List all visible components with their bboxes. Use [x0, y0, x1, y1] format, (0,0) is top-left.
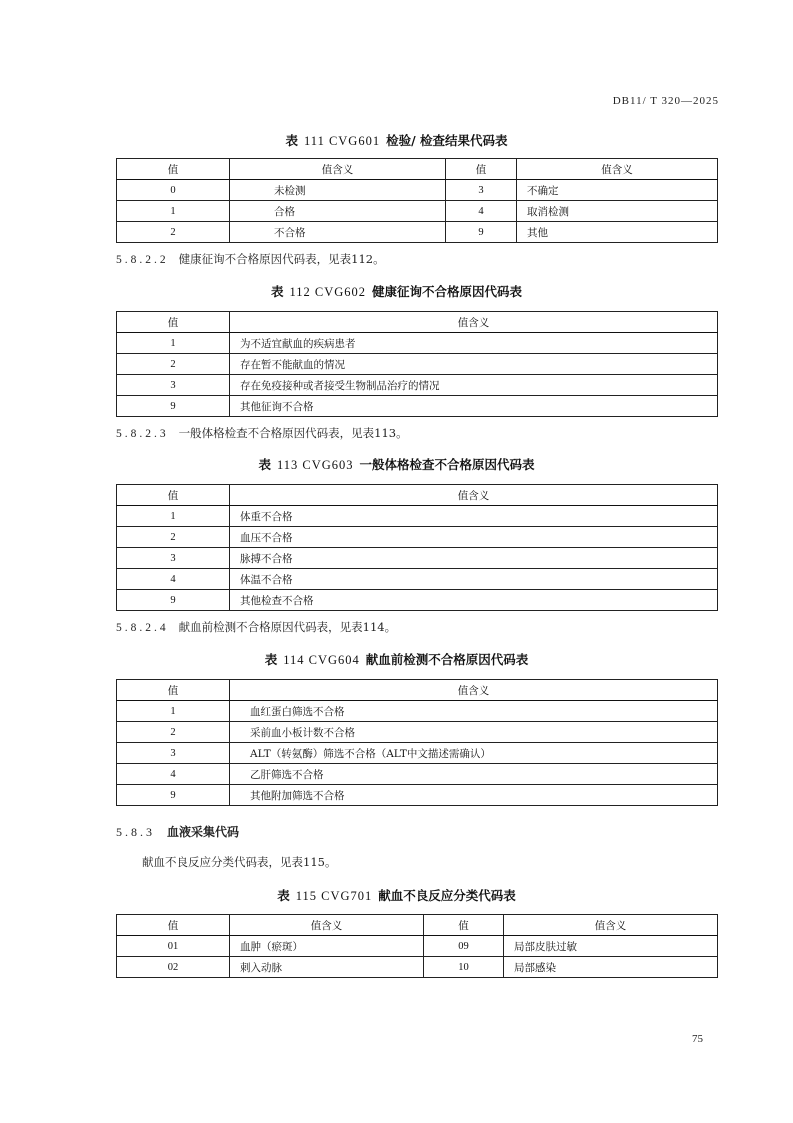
caption-code: 112 CVG602 [289, 285, 367, 299]
table-row [117, 936, 718, 957]
table-row [117, 764, 718, 785]
header-cell: 值含义 [230, 312, 718, 333]
caption-label: 表 [258, 457, 271, 472]
caption-code: 115 CVG701 [295, 889, 373, 903]
caption-title: 献血前检测不合格原因代码表 [365, 652, 529, 667]
meaning-cell: 血红蛋白筛选不合格 [230, 701, 718, 722]
meaning-cell: 局部感染 [504, 957, 718, 978]
clause-text: 一般体格检查不合格原因代码表，见表113。 [178, 426, 408, 440]
table-row [117, 396, 718, 417]
caption-title: 健康征询不合格原因代码表 [372, 284, 523, 299]
header-cell: 值含义 [230, 159, 446, 180]
value-cell: 2 [117, 354, 230, 375]
table-header-row [117, 680, 718, 701]
table-row [117, 701, 718, 722]
meaning-cell: 脉搏不合格 [230, 548, 718, 569]
table-row [117, 180, 718, 201]
meaning-cell: 血压不合格 [230, 527, 718, 548]
caption-code: 113 CVG603 [276, 458, 354, 472]
table-row [117, 590, 718, 611]
header-cell: 值含义 [230, 915, 424, 936]
table-111-caption [0, 131, 793, 149]
header-cell: 值含义 [504, 915, 718, 936]
meaning-cell: 局部皮肤过敏 [504, 936, 718, 957]
meaning-cell: 合格 [230, 201, 446, 222]
value-cell: 4 [117, 569, 230, 590]
header-cell: 值 [117, 312, 230, 333]
meaning-cell: 其他 [517, 222, 718, 243]
table-row [117, 375, 718, 396]
table-114 [116, 679, 718, 806]
table-header-row [117, 312, 718, 333]
value-cell: 10 [424, 957, 504, 978]
table-row [117, 722, 718, 743]
table-row [117, 785, 718, 806]
meaning-cell: 体温不合格 [230, 569, 718, 590]
value-cell: 2 [117, 222, 230, 243]
value-cell: 3 [117, 375, 230, 396]
value-cell: 3 [117, 743, 230, 764]
caption-label: 表 [270, 284, 284, 299]
meaning-cell: 血肿（瘀斑） [230, 936, 424, 957]
header-cell: 值 [446, 159, 517, 180]
meaning-cell: 未检测 [230, 180, 446, 201]
paragraph: 献血不良反应分类代码表，见表115。 [142, 855, 337, 869]
value-cell: 01 [117, 936, 230, 957]
value-cell: 9 [117, 590, 230, 611]
table-row [117, 222, 718, 243]
meaning-cell: 不确定 [517, 180, 718, 201]
table-112 [116, 311, 718, 417]
table-row [117, 569, 718, 590]
meaning-cell: 存在免疫接种或者接受生物制品治疗的情况 [230, 375, 718, 396]
caption-label: 表 [277, 888, 290, 903]
value-cell: 3 [446, 180, 517, 201]
value-cell: 02 [117, 957, 230, 978]
table-113 [116, 484, 718, 611]
caption-code: 114 CVG604 [283, 653, 360, 667]
value-cell: 0 [117, 180, 230, 201]
clause-number: 5.8.3 [116, 825, 155, 839]
table-header-row [117, 159, 718, 180]
value-cell: 2 [117, 722, 230, 743]
caption-title: 检验/ 检查结果代码表 [386, 133, 508, 148]
meaning-cell: 乙肝筛选不合格 [230, 764, 718, 785]
clause-text: 健康征询不合格原因代码表，见表112。 [178, 252, 385, 266]
meaning-cell: ALT（转氨酶）筛选不合格（ALT中文描述需确认） [230, 743, 718, 764]
value-cell: 2 [117, 527, 230, 548]
meaning-cell: 其他附加筛选不合格 [230, 785, 718, 806]
clause-number: 5.8.2.2 [116, 254, 169, 266]
meaning-cell: 存在暂不能献血的情况 [230, 354, 718, 375]
page-number: 75 [692, 1033, 703, 1045]
caption-label: 表 [264, 652, 278, 667]
table-row [117, 506, 718, 527]
header-cell: 值 [117, 485, 230, 506]
clause-5-8-2-2 [116, 251, 385, 267]
meaning-cell: 不合格 [230, 222, 446, 243]
table-115 [116, 914, 718, 978]
value-cell: 1 [117, 701, 230, 722]
clause-number: 5.8.2.3 [116, 428, 169, 440]
table-114-caption [0, 650, 793, 668]
header-cell: 值含义 [517, 159, 718, 180]
table-header-row [117, 485, 718, 506]
meaning-cell: 采前血小板计数不合格 [230, 722, 718, 743]
table-row [117, 957, 718, 978]
clause-heading: 血液采集代码 [167, 825, 240, 839]
table-113-caption [0, 455, 793, 473]
caption-title: 一般体格检查不合格原因代码表 [359, 457, 535, 472]
table-row [117, 527, 718, 548]
header-cell: 值 [117, 680, 230, 701]
table-112-caption [0, 282, 793, 300]
clause-5-8-2-4 [116, 619, 396, 635]
meaning-cell: 其他征询不合格 [230, 396, 718, 417]
header-cell: 值含义 [230, 485, 718, 506]
table-row [117, 333, 718, 354]
table-111 [116, 158, 718, 243]
value-cell: 09 [424, 936, 504, 957]
value-cell: 1 [117, 201, 230, 222]
meaning-cell: 为不适宜献血的疾病患者 [230, 333, 718, 354]
header-cell: 值 [117, 159, 230, 180]
caption-code: 111 CVG601 [304, 134, 381, 148]
meaning-cell: 取消检测 [517, 201, 718, 222]
value-cell: 3 [117, 548, 230, 569]
table-row [117, 548, 718, 569]
clause-5-8-2-3 [116, 425, 408, 441]
value-cell: 4 [446, 201, 517, 222]
value-cell: 4 [117, 764, 230, 785]
caption-label: 表 [285, 133, 298, 148]
table-115-caption [0, 886, 793, 904]
header-cell: 值含义 [230, 680, 718, 701]
caption-title: 献血不良反应分类代码表 [378, 888, 516, 903]
table-row [117, 201, 718, 222]
value-cell: 9 [117, 785, 230, 806]
value-cell: 9 [446, 222, 517, 243]
header-cell: 值 [117, 915, 230, 936]
value-cell: 1 [117, 333, 230, 354]
table-row [117, 354, 718, 375]
clause-text: 献血前检测不合格原因代码表，见表114。 [178, 620, 397, 634]
table-row [117, 743, 718, 764]
table-header-row [117, 915, 718, 936]
document-code: DB11/ T 320—2025 [612, 95, 719, 107]
value-cell: 1 [117, 506, 230, 527]
meaning-cell: 体重不合格 [230, 506, 718, 527]
meaning-cell: 刺入动脉 [230, 957, 424, 978]
meaning-cell: 其他检查不合格 [230, 590, 718, 611]
clause-number: 5.8.2.4 [116, 622, 169, 634]
value-cell: 9 [117, 396, 230, 417]
header-cell: 值 [424, 915, 504, 936]
clause-5-8-3 [116, 823, 239, 840]
